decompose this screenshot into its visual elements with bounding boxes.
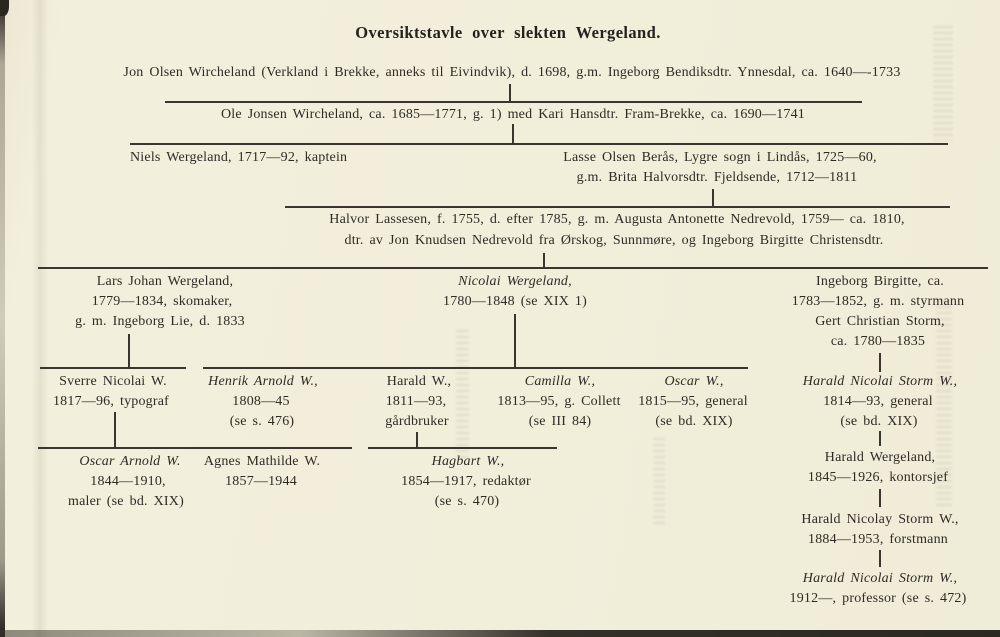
person-camilla-w: 1813—95, g. Collett [497,394,621,409]
connector-line [543,253,545,268]
person-ingeborg-birgitte: ca. 1780—1835 [830,334,926,349]
connector-line [509,84,511,101]
person-harald-wergeland: Harald Wergeland, [824,450,936,465]
person-oscar-w: 1815—95, general [638,394,748,409]
connector-line [879,353,881,372]
scan-edge-left [0,0,5,637]
person-oscar-arnold: 1844—1910, [90,474,166,489]
person-henrik-arnold: Henrik Arnold W., [208,374,318,389]
connector-line [128,334,130,367]
person-ingeborg-birgitte: 1783—1852, g. m. styrmann [791,294,965,309]
sibling-rule [368,447,557,449]
person-halvor-lassesen: dtr. av Jon Knudsen Nedrevold fra Ørskog, Sunnmøre, og Ingeborg Birgitte Christensdtr. [344,233,884,248]
person-harald-nicolai-storm: 1814—93, general [823,394,933,409]
person-oscar-arnold: maler (se bd. XIX) [68,494,184,509]
bleed-through-artifact [653,438,665,528]
person-sverre-nicolai: Sverre Nicolai W. [59,374,167,389]
person-camilla-w: Camilla W., [524,374,596,389]
person-hagbart-w: 1854—1917, redaktør [401,474,531,489]
connector-line [879,550,881,567]
person-harald-nicolai-storm: (se bd. XIX) [840,414,918,429]
person-niels-wergeland: Niels Wergeland, 1717—92, kaptein [130,150,348,165]
sibling-rule [165,101,862,103]
person-lars-johan: 1779—1834, skomaker, [91,294,233,309]
person-harald-wergeland: 1845—1926, kontorsjef [807,470,949,485]
person-oscar-w: Oscar W., [664,374,724,389]
person-sverre-nicolai: 1817—96, typograf [52,394,170,409]
person-harald-storm-professor: Harald Nicolai Storm W., [802,571,958,586]
sibling-rule [285,206,950,208]
person-hagbart-w: Hagbart W., [431,454,505,469]
person-halvor-lassesen: Halvor Lassesen, f. 1755, d. efter 1785, g. m. Augusta Antonette Nedrevold, 1759— ca. 1810, [329,212,905,227]
sibling-rule [40,367,186,369]
person-jon-olsen: Jon Olsen Wircheland (Verkland i Brekke, anneks til Eivindvik), d. 1698, g.m. Ingeborg Bendiksdtr. Ynnesdal, ca. 1640—-1733 [123,65,901,80]
person-ingeborg-birgitte: Ingeborg Birgitte, ca. [815,274,945,289]
bleed-through-artifact [456,330,469,462]
person-nicolai-wergeland: Nicolai Wergeland, [458,274,572,289]
sibling-rule [38,267,988,269]
person-agnes-mathilde: Agnes Mathilde W. [203,454,321,469]
person-oscar-arnold: Oscar Arnold W. [79,454,181,469]
page-gutter-shadow [32,0,48,637]
person-agnes-mathilde: 1857—1944 [225,474,297,489]
person-lasse-olsen: Lasse Olsen Berås, Lygre sogn i Lindås, 1725—60, [563,150,877,165]
person-harald-w: gårdbruker [385,414,449,429]
person-oscar-w: (se bd. XIX) [655,414,733,429]
person-henrik-arnold: (se s. 476) [229,414,295,429]
person-harald-nicolay-storm: Harald Nicolay Storm W., [801,512,959,527]
person-ingeborg-birgitte: Gert Christian Storm, [815,314,945,329]
connector-line [879,489,881,507]
bleed-through-artifact [933,26,953,141]
person-camilla-w: (se III 84) [528,414,592,429]
person-harald-storm-professor: 1912—, professor (se s. 472) [789,591,967,606]
sibling-rule [203,367,748,369]
sibling-rule [130,143,948,145]
connector-line [114,412,116,447]
scan-edge-bottom [0,630,1000,637]
person-lasse-olsen: g.m. Brita Halvorsdtr. Fjeldsende, 1712—1811 [576,170,858,185]
page-title: Oversiktstavle over slekten Wergeland. [355,23,661,42]
person-ole-jonsen: Ole Jonsen Wircheland, ca. 1685—1771, g. 1) med Kari Hansdtr. Fram-Brekke, ca. 1690—1741 [221,107,805,122]
person-harald-w: 1811—93, [385,394,447,409]
connector-line [514,314,516,367]
person-lars-johan: Lars Johan Wergeland, [96,274,234,289]
person-harald-nicolay-storm: 1884—1953, forstmann [808,532,948,547]
person-lars-johan: g. m. Ingeborg Lie, d. 1833 [75,314,245,329]
person-harald-nicolai-storm: Harald Nicolai Storm W., [802,374,958,389]
person-henrik-arnold: 1808—45 [232,394,290,409]
connector-line [712,189,714,207]
scan-corner-mark [0,0,9,16]
connector-line [512,124,514,144]
person-hagbart-w: (se s. 470) [434,494,500,509]
person-harald-w: Harald W., [386,374,452,389]
sibling-rule [38,447,352,449]
person-nicolai-wergeland: 1780—1848 (se XIX 1) [443,294,587,309]
connector-line [416,432,418,447]
connector-line [879,431,881,446]
